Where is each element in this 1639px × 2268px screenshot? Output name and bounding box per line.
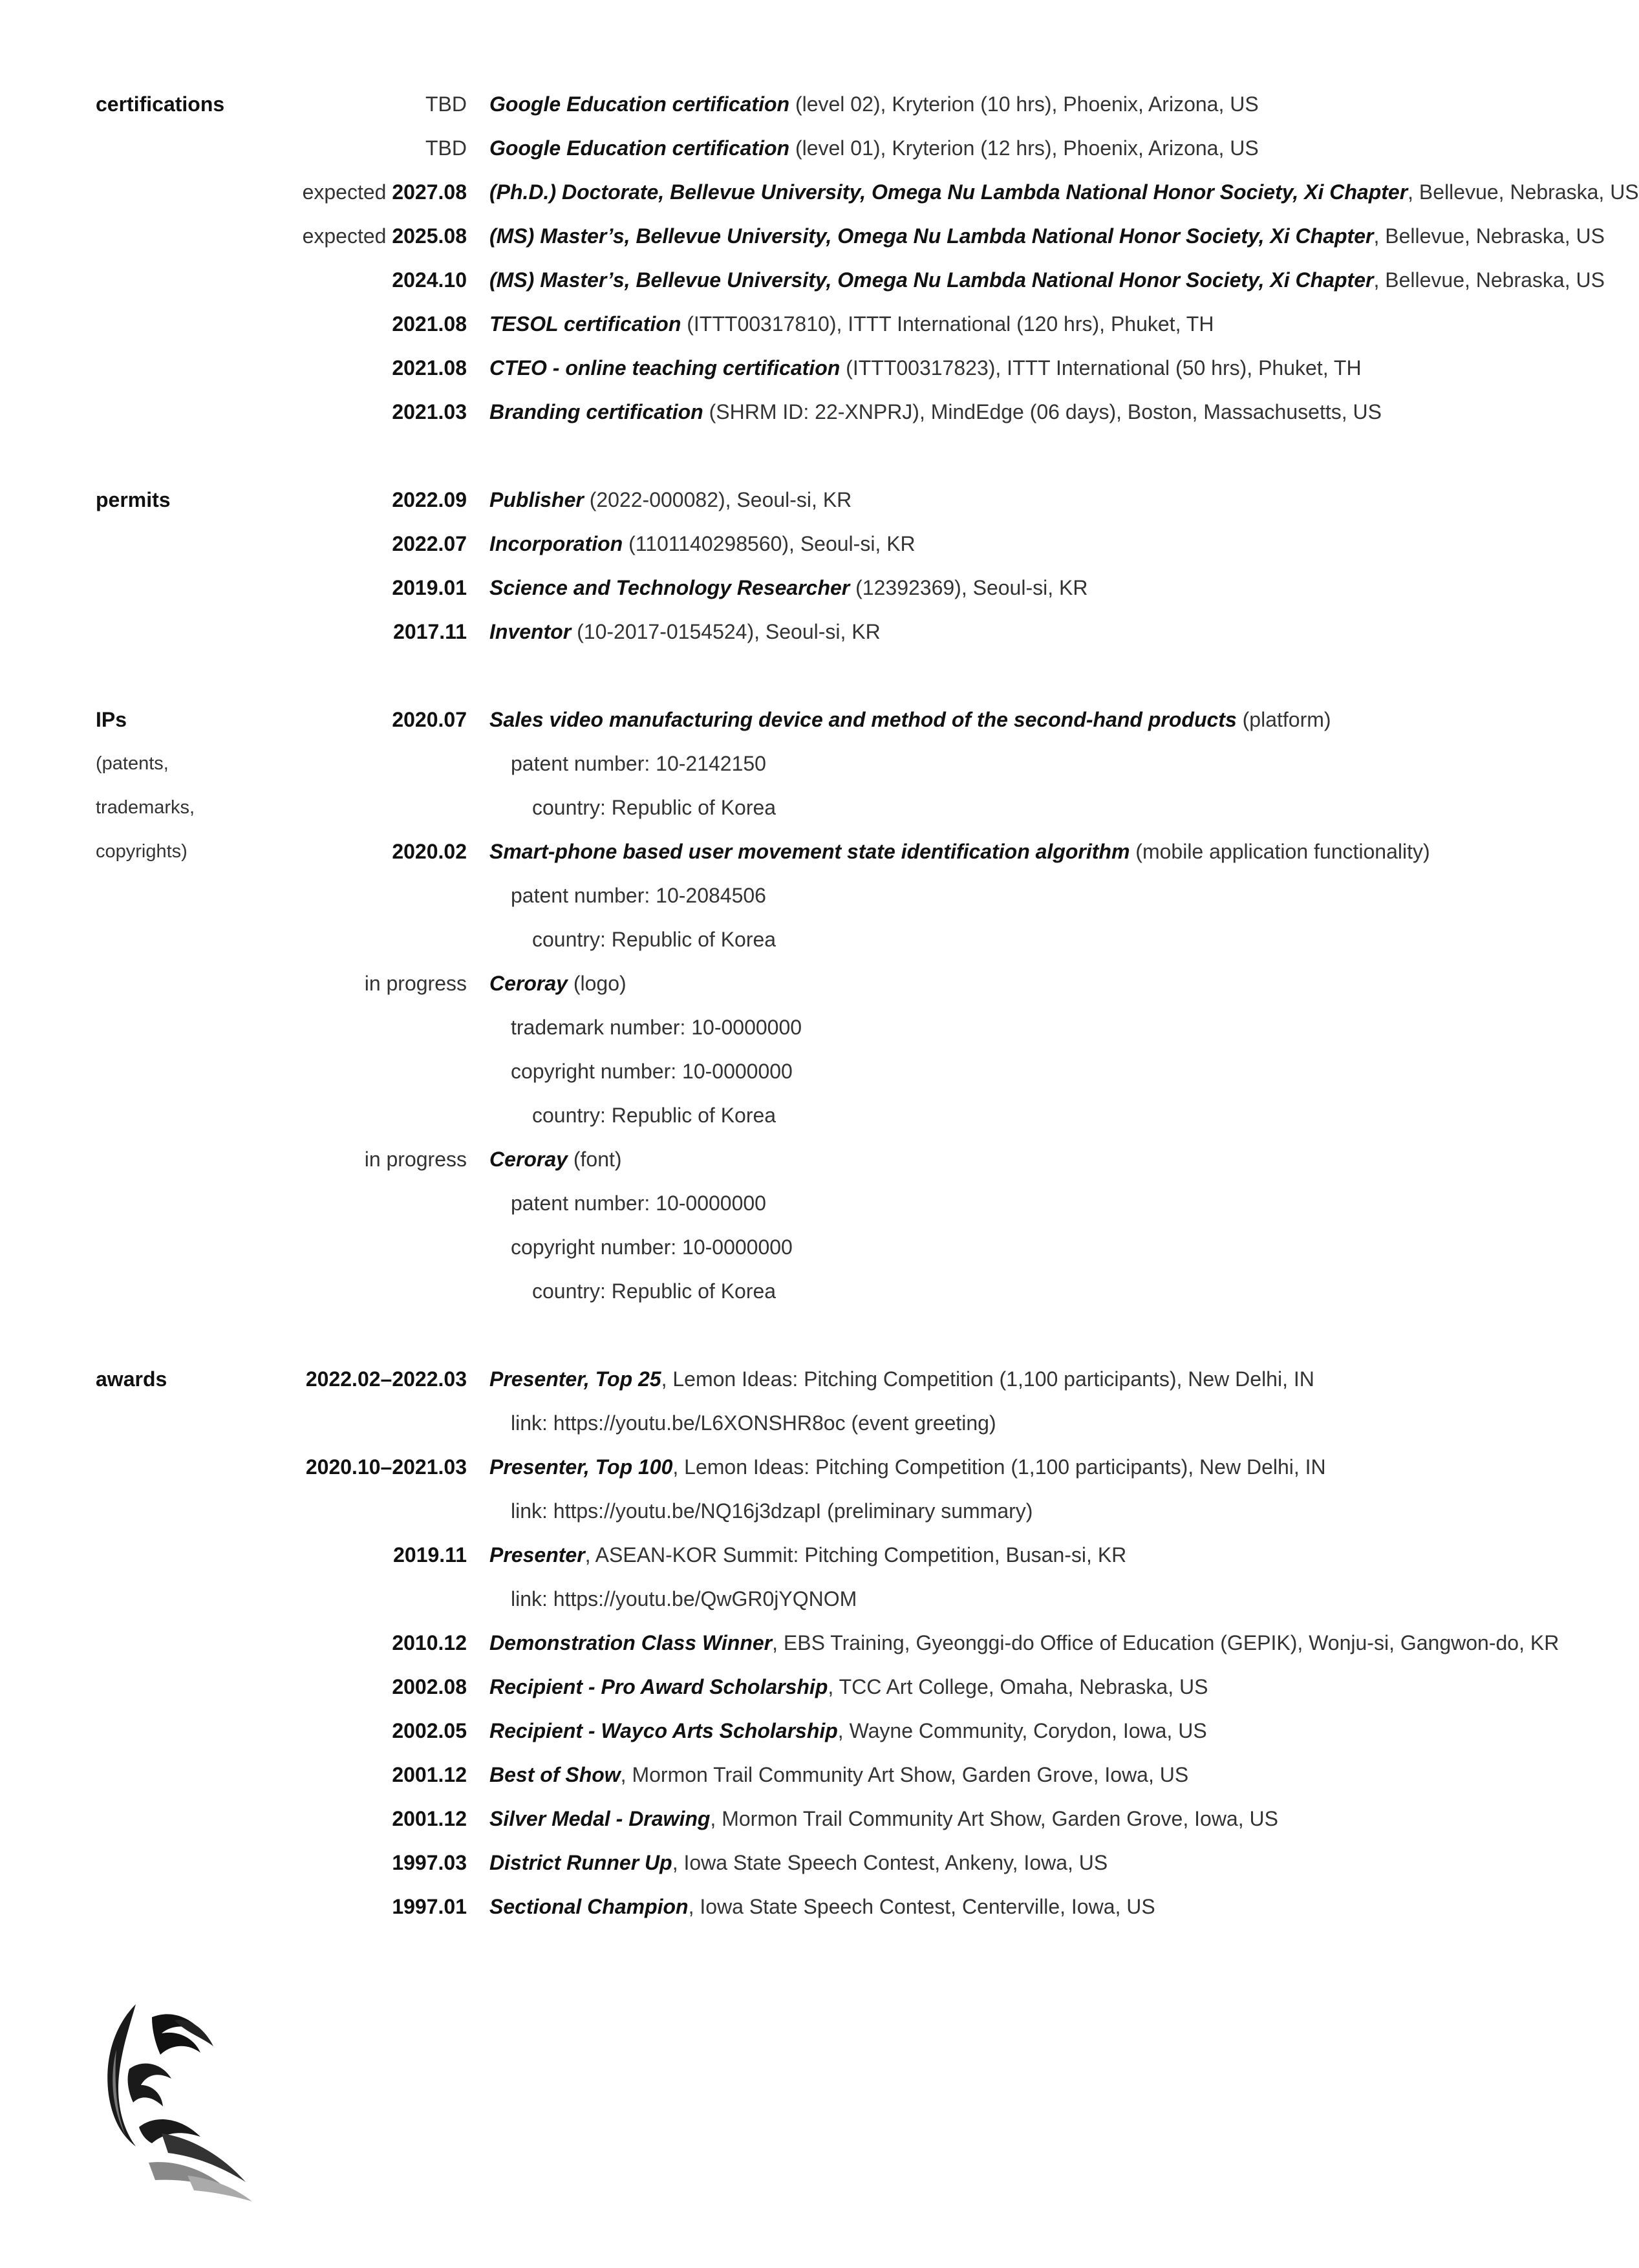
entry-content: TESOL certification (ITTT00317810), ITTT International (120 hrs), Phuket, TH (489, 312, 1214, 336)
award-link[interactable]: link: https://youtu.be/NQ16j3dzapI (preliminary summary) (511, 1499, 1033, 1523)
section-subheading: copyrights) (96, 841, 187, 862)
section-subheading: (patents, (96, 753, 169, 774)
entry-content: Branding certification (SHRM ID: 22-XNPRJ), MindEdge (06 days), Boston, Massachusetts, US (489, 400, 1382, 423)
entry-date: 2021.08 (392, 356, 467, 380)
entry-content: CTEO - online teaching certification (ITTT00317823), ITTT International (50 hrs), Phuket, TH (489, 356, 1362, 380)
permit-row (0, 612, 1603, 651)
permit-row (0, 568, 1603, 607)
permit-row (0, 480, 1603, 519)
ip-detail-row (0, 1228, 1603, 1267)
entry-content: Presenter, Top 25, Lemon Ideas: Pitching Competition (1,100 participants), New Delhi, IN (489, 1367, 1314, 1391)
entry-date: 2001.12 (392, 1763, 467, 1786)
entry-content: Presenter, Top 100, Lemon Ideas: Pitching Competition (1,100 participants), New Delhi, IN (489, 1455, 1326, 1479)
ip-row (0, 964, 1603, 1003)
ip-detail: copyright number: 10-0000000 (511, 1060, 793, 1083)
section-heading-certifications: certifications (96, 92, 225, 116)
award-row (0, 1360, 1603, 1398)
entry-date: 2019.01 (392, 576, 467, 599)
entry-content: Google Education certification (level 01), Kryterion (12 hrs), Phoenix, Arizona, US (489, 136, 1259, 160)
entry-content: Google Education certification (level 02), Kryterion (10 hrs), Phoenix, Arizona, US (489, 92, 1259, 116)
award-link[interactable]: link: https://youtu.be/QwGR0jYQNOM (511, 1587, 857, 1610)
entry-date: 2002.05 (392, 1719, 467, 1742)
cert-row (0, 129, 1603, 167)
ip-detail-row (0, 1052, 1603, 1091)
ip-detail: trademark number: 10-0000000 (511, 1016, 802, 1039)
entry-date: 1997.01 (392, 1895, 467, 1918)
entry-date: 2020.02 (392, 840, 467, 863)
entry-date: 1997.03 (392, 1851, 467, 1874)
ip-row (0, 1140, 1603, 1179)
entry-content: Sectional Champion, Iowa State Speech Contest, Centerville, Iowa, US (489, 1895, 1155, 1918)
entry-content: Incorporation (1101140298560), Seoul-si, KR (489, 532, 916, 555)
entry-date: expected 2027.08 (302, 180, 467, 204)
entry-content: Recipient - Pro Award Scholarship, TCC Art College, Omaha, Nebraska, US (489, 1675, 1208, 1698)
cert-row (0, 348, 1603, 387)
award-row (0, 1755, 1603, 1794)
award-link-row (0, 1404, 1603, 1442)
ip-detail: patent number: 10-2084506 (511, 884, 766, 907)
ip-detail-row (0, 1096, 1603, 1135)
entry-content: Recipient - Wayco Arts Scholarship, Wayne Community, Corydon, Iowa, US (489, 1719, 1207, 1742)
ip-country: country: Republic of Korea (532, 796, 777, 819)
award-row (0, 1711, 1603, 1750)
section-heading-awards: awards (96, 1367, 167, 1391)
award-row (0, 1623, 1603, 1662)
award-row (0, 1535, 1603, 1574)
entry-content: Sales video manufacturing device and method of the second-hand products (platform) (489, 708, 1331, 731)
ip-detail-row (0, 920, 1603, 959)
entry-content: (MS) Master’s, Bellevue University, Omega Nu Lambda National Honor Society, Xi Chapter, Bellevue, Nebraska, US (489, 268, 1605, 292)
award-link[interactable]: link: https://youtu.be/L6XONSHR8oc (event greeting) (511, 1411, 996, 1435)
entry-date: in progress (364, 972, 467, 995)
entry-date: 2021.08 (392, 312, 467, 336)
entry-content: Ceroray (font) (489, 1148, 622, 1171)
award-link-row (0, 1579, 1603, 1618)
ip-row (0, 700, 1603, 739)
entry-date: 2022.07 (392, 532, 467, 555)
entry-date: 2022.02–2022.03 (305, 1367, 467, 1391)
ip-country: country: Republic of Korea (532, 1279, 777, 1303)
entry-content: Demonstration Class Winner, EBS Training, Gyeonggi-do Office of Education (GEPIK), Wonju-si, Gangwon-do, KR (489, 1631, 1559, 1654)
cert-row (0, 392, 1603, 431)
entry-content: Inventor (10-2017-0154524), Seoul-si, KR (489, 620, 881, 643)
entry-content: Science and Technology Researcher (12392369), Seoul-si, KR (489, 576, 1088, 599)
entry-date: 2002.08 (392, 1675, 467, 1698)
entry-date: 2021.03 (392, 400, 467, 423)
entry-content: Silver Medal - Drawing, Mormon Trail Community Art Show, Garden Grove, Iowa, US (489, 1807, 1278, 1830)
award-row (0, 1667, 1603, 1706)
ip-country: country: Republic of Korea (532, 1104, 777, 1127)
entry-content: Smart-phone based user movement state identification algorithm (mobile application functionality) (489, 840, 1430, 863)
award-row (0, 1448, 1603, 1486)
entry-date: expected 2025.08 (302, 224, 467, 248)
permit-row (0, 524, 1603, 563)
section-heading-permits: permits (96, 488, 171, 511)
entry-date: 2017.11 (393, 620, 467, 643)
award-link-row (0, 1492, 1603, 1530)
entry-content: Best of Show, Mormon Trail Community Art Show, Garden Grove, Iowa, US (489, 1763, 1189, 1786)
award-row (0, 1887, 1603, 1926)
cert-row (0, 173, 1639, 211)
entry-content: Presenter, ASEAN-KOR Summit: Pitching Competition, Busan-si, KR (489, 1543, 1127, 1567)
ip-row (0, 832, 1603, 871)
ip-detail-row (0, 1008, 1603, 1047)
entry-date: TBD (425, 92, 467, 116)
ip-detail-row (0, 1272, 1603, 1311)
cert-row (0, 217, 1603, 255)
section-heading-ips: IPs (96, 708, 127, 731)
entry-content: District Runner Up, Iowa State Speech Contest, Ankeny, Iowa, US (489, 1851, 1108, 1874)
entry-content: (MS) Master’s, Bellevue University, Omega Nu Lambda National Honor Society, Xi Chapter, Bellevue, Nebraska, US (489, 224, 1605, 248)
ip-country: country: Republic of Korea (532, 928, 777, 951)
entry-date: 2001.12 (392, 1807, 467, 1830)
entry-date: 2010.12 (392, 1631, 467, 1654)
entry-content: Publisher (2022-000082), Seoul-si, KR (489, 488, 852, 511)
entry-date: in progress (364, 1148, 467, 1171)
ip-detail-row (0, 788, 1603, 827)
swirl-logo-icon (91, 1998, 297, 2205)
ip-detail-row (0, 1184, 1603, 1223)
cert-row (0, 261, 1603, 299)
entry-date: TBD (425, 136, 467, 160)
entry-date: 2020.10–2021.03 (305, 1455, 467, 1479)
award-row (0, 1799, 1603, 1838)
ip-detail: patent number: 10-2142150 (511, 752, 766, 775)
entry-date: 2020.07 (392, 708, 467, 731)
cert-row (0, 305, 1603, 343)
section-subheading: trademarks, (96, 797, 195, 818)
ip-detail-row (0, 744, 1603, 783)
ip-detail: patent number: 10-0000000 (511, 1192, 766, 1215)
entry-date: 2024.10 (392, 268, 467, 292)
entry-date: 2019.11 (393, 1543, 467, 1567)
award-row (0, 1843, 1603, 1882)
entry-date: 2022.09 (392, 488, 467, 511)
ip-detail-row (0, 876, 1603, 915)
entry-content: (Ph.D.) Doctorate, Bellevue University, Omega Nu Lambda National Honor Society, Xi Chapter, Bellevue, Nebraska, US (489, 180, 1639, 204)
ip-detail: copyright number: 10-0000000 (511, 1236, 793, 1259)
entry-content: Ceroray (logo) (489, 972, 627, 995)
cert-row (0, 85, 1603, 123)
